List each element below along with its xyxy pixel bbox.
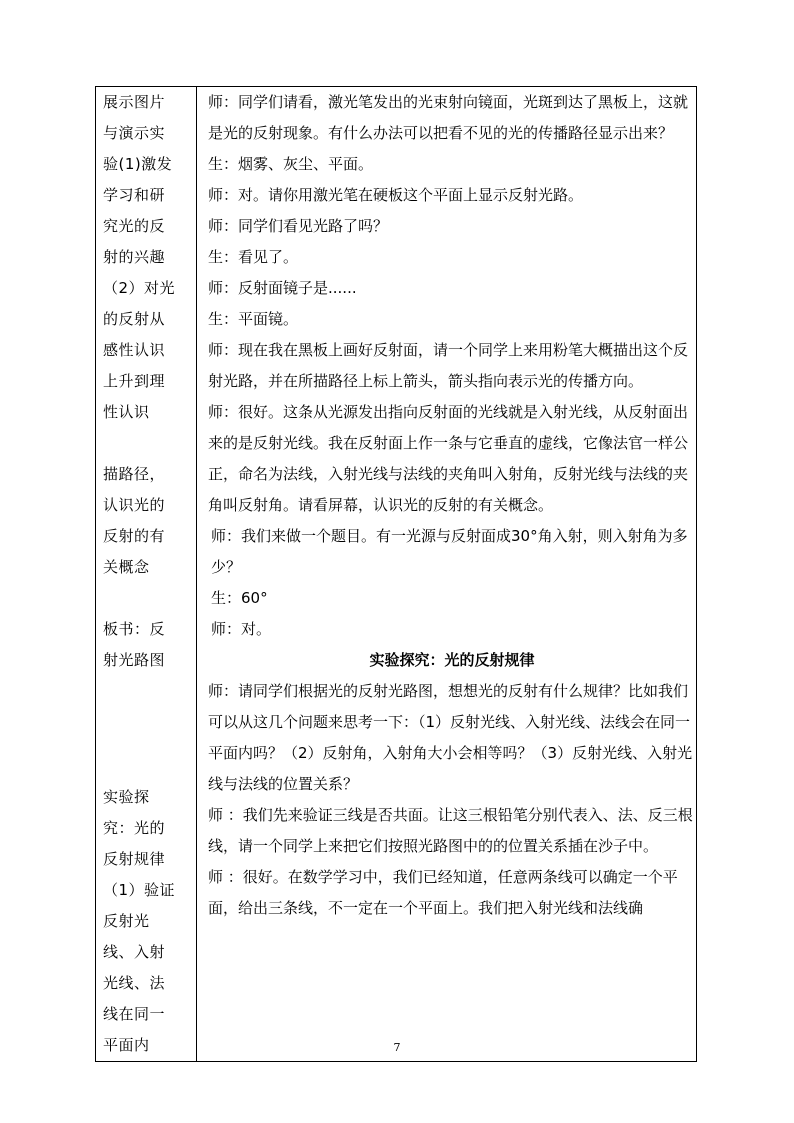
activity-line: 平面内 [103, 1036, 150, 1054]
dialogue-paragraph: 生：平面镜。 [208, 310, 299, 328]
dialogue-paragraph: 师：对。 [211, 620, 272, 638]
activity-column [96, 87, 197, 1062]
activity-line: 认识光的 [103, 496, 166, 514]
dialogue-paragraph: 师：同学们看见光路了吗？ [208, 217, 389, 235]
activity-line: 射光路图 [103, 651, 166, 669]
activity-line: 反射规律 [103, 850, 166, 868]
section-title: 实验探究：光的反射规律 [369, 651, 535, 669]
activity-line: 验(1)激发 [103, 155, 173, 173]
table-row [96, 87, 697, 1062]
activity-line: 关概念 [103, 558, 150, 576]
dialogue-paragraph: 生：60° [211, 589, 268, 607]
dialogue-paragraph: 生：看见了。 [208, 248, 299, 266]
dialogue-paragraph: 师 ：我们先来验证三线是否共面。让这三根铅笔分别代表入、法、反三根线，请一个同学上来把它们按照光路图中的的位置关系插在沙子中。 [208, 806, 693, 855]
dialogue-column [197, 87, 697, 1062]
dialogue-paragraph: 生：烟雾、灰尘、平面。 [208, 155, 374, 173]
dialogue-paragraph: 师：对。请你用激光笔在硬板这个平面上显示反射光路。 [208, 186, 584, 204]
dialogue-paragraph: 师：反射面镜子是...... [208, 279, 357, 297]
dialogue-paragraph: 师：我们来做一个题目。有一光源与反射面成30°角入射，则入射角为多少？ [211, 527, 688, 576]
dialogue-paragraph: 师：现在我在黑板上画好反射面，请一个同学上来用粉笔大概描出这个反射光路，并在所描路径上标上箭头，箭头指向表示光的传播方向。 [208, 341, 689, 390]
activity-line: 性认识 [103, 403, 150, 421]
activity-line: 展示图片 [103, 93, 166, 111]
activity-line: 板书：反 [103, 620, 166, 638]
activity-block-experiment [103, 782, 196, 1061]
activity-line: 究光的反 [103, 217, 166, 235]
activity-line: 线、入射 [103, 943, 166, 961]
dialogue-block [208, 87, 696, 924]
activity-line: 感性认识 [103, 341, 166, 359]
activity-line: 描路径， [103, 465, 166, 483]
activity-line: 学习和研 [103, 186, 166, 204]
activity-line: 反射的有 [103, 527, 166, 545]
activity-line: 究：光的 [103, 819, 166, 837]
lesson-table [95, 86, 697, 1062]
page-number: 7 [393, 1041, 401, 1054]
activity-line: （1）验证 [103, 881, 176, 899]
dialogue-paragraph: 师：很好。这条从光源发出指向反射面的光线就是入射光线，从反射面出来的是反射光线。我在反射面上作一条与它垂直的虚线，它像法官一样公正，命名为法线，入射光线与法线的夹角叫入射角，反射光线与法线的夹角叫反射角。请看屏幕，认识光的反射的有关概念。 [208, 403, 689, 514]
activity-line: 上升到理 [103, 372, 166, 390]
activity-line: 与演示实 [103, 124, 166, 142]
activity-block-concepts [103, 459, 196, 583]
activity-line: （2）对光 [103, 279, 176, 297]
activity-line: 实验探 [103, 788, 150, 806]
activity-line: 射的兴趣 [103, 248, 166, 266]
activity-line: 反射光 [103, 912, 150, 930]
activity-line: 的反射从 [103, 310, 166, 328]
activity-block-intro [103, 87, 196, 428]
dialogue-paragraph: 师：同学们请看，激光笔发出的光束射向镜面，光斑到达了黑板上，这就是光的反射现象。有什么办法可以把看不见的光的传播路径显示出来？ [208, 93, 689, 142]
activity-line: 光线、法 [103, 974, 166, 992]
activity-block-board [103, 614, 196, 676]
activity-line: 线在同一 [103, 1005, 166, 1023]
dialogue-paragraph: 师 ：很好。在数学学习中，我们已经知道，任意两条线可以确定一个平面，给出三条线，不一定在一个平面上。我们把入射光线和法线确 [208, 868, 678, 917]
dialogue-paragraph: 师：请同学们根据光的反射光路图，想想光的反射有什么规律？比如我们可以从这几个问题来思考一下：（1）反射光线、入射光线、法线会在同一平面内吗？（2）反射角，入射角大小会相等吗？（3）反射光线、入射光线与法线的位置关系？ [208, 682, 693, 793]
